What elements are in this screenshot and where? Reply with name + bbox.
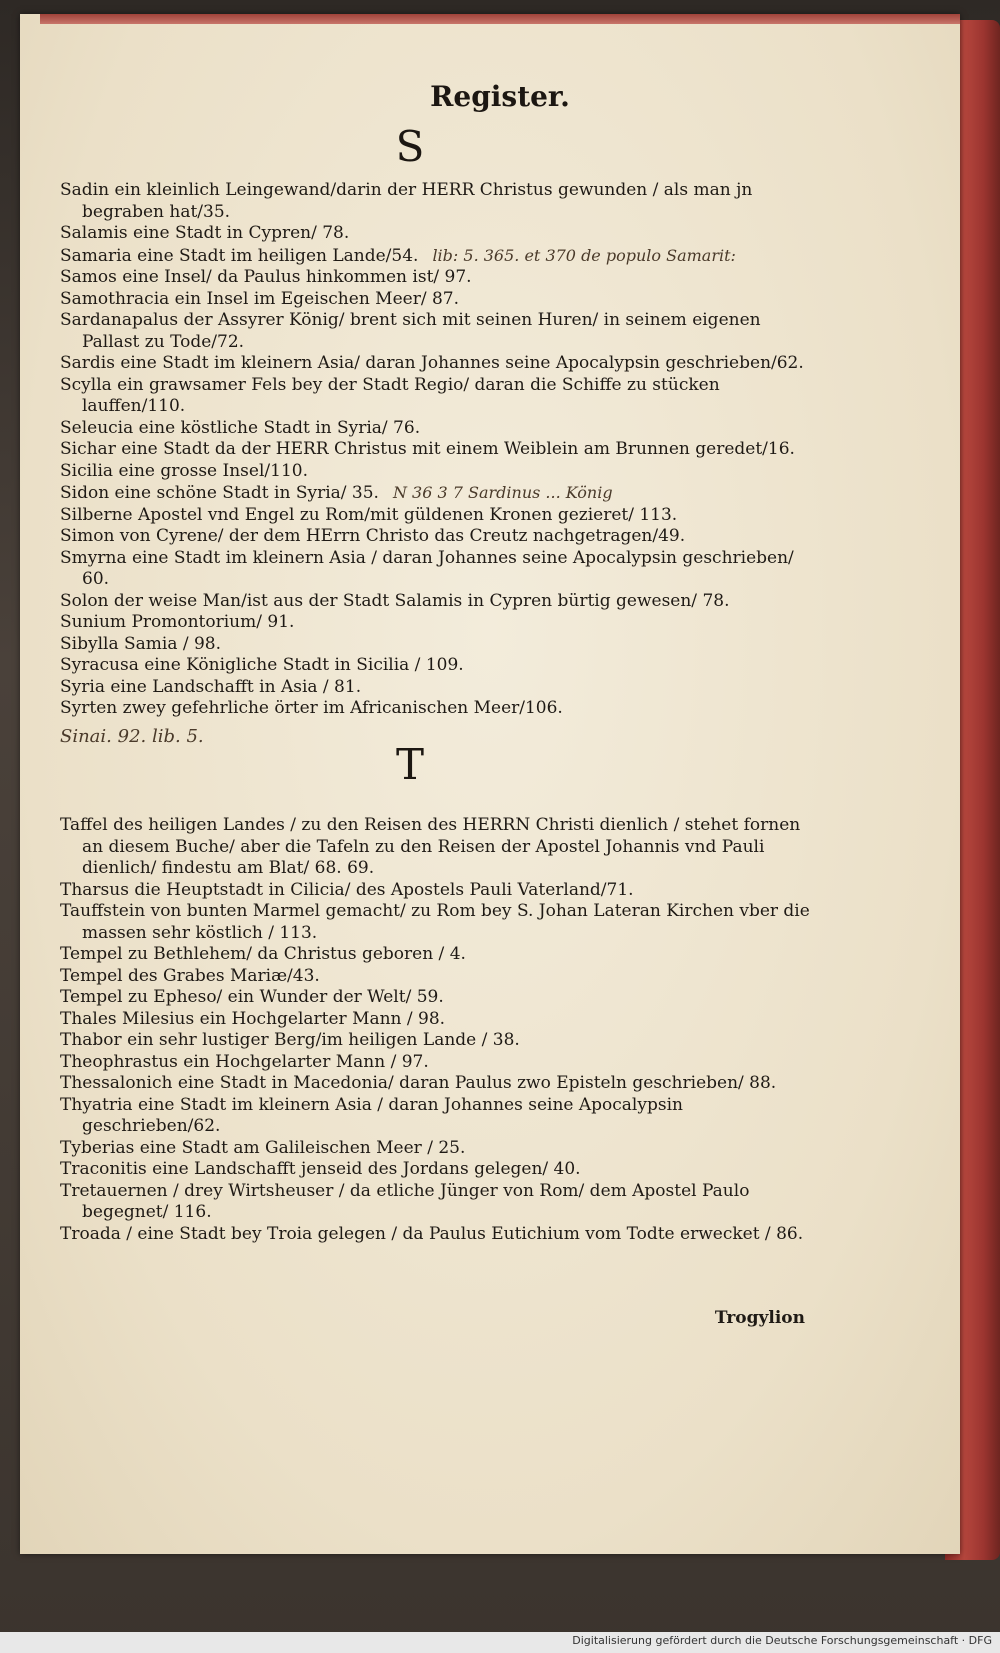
- entry-text: Sunium Promontorium/ 91.: [60, 612, 295, 632]
- entry-text: Samos eine Insel/ da Paulus hinkommen ist/ 97.: [60, 267, 472, 287]
- index-entry: [60, 1138, 820, 1160]
- index-entry: [60, 591, 820, 613]
- entry-text: Syracusa eine Königliche Stadt in Sicilia / 109.: [60, 655, 464, 675]
- index-entry: [60, 1224, 820, 1246]
- index-entry: [60, 375, 820, 418]
- index-entry: [60, 548, 820, 591]
- index-entry: [60, 180, 820, 223]
- entry-text: Tempel zu Epheso/ ein Wunder der Welt/ 59.: [60, 987, 444, 1007]
- entry-text: Tyberias eine Stadt am Galileischen Meer / 25.: [60, 1137, 466, 1158]
- entry-text: Tretauernen / drey Wirtsheuser / da etliche Jünger von Rom/ dem Apostel Paulo begegnet/ 116.: [60, 1180, 750, 1222]
- handwritten-note: N 36 3 7 Sardinus ... König: [392, 483, 613, 502]
- page-top-edge: [40, 14, 960, 24]
- entry-text: Tempel des Grabes Mariæ/43.: [60, 965, 320, 986]
- entry-text: Tempel zu Bethlehem/ da Christus geboren / 4.: [60, 944, 466, 964]
- entry-text: Simon von Cyrene/ der dem HErrn Christo das Creutz nachgetragen/49.: [60, 526, 686, 546]
- index-entry: [60, 634, 820, 656]
- entry-text: Thabor ein sehr lustiger Berg/im heiligen Lande / 38.: [60, 1030, 520, 1050]
- section-t-entries: [60, 815, 820, 1245]
- index-entry: [60, 482, 820, 505]
- entry-text: Syria eine Landschafft in Asia / 81.: [60, 676, 362, 697]
- index-entry: [60, 1095, 820, 1138]
- index-entry: [60, 1159, 820, 1181]
- running-head: Register.: [430, 80, 570, 113]
- entry-text: Sardanapalus der Assyrer König/ brent sich mit seinen Huren/ in seinem eigenen Pallast zu Tode/72.: [60, 310, 761, 352]
- entry-text: Sibylla Samia / 98.: [60, 633, 222, 654]
- index-entry: [60, 245, 820, 268]
- entry-text: Sardis eine Stadt im kleinern Asia/ daran Johannes seine Apocalypsin geschrieben/62.: [60, 353, 804, 373]
- index-entry: [60, 289, 820, 311]
- entry-text: Samaria eine Stadt im heiligen Lande/54.: [60, 245, 419, 266]
- index-entry: [60, 461, 820, 483]
- entry-text: Thales Milesius ein Hochgelarter Mann / 98.: [60, 1008, 446, 1029]
- entry-text: Thyatria eine Stadt im kleinern Asia / daran Johannes seine Apocalypsin geschrieben/62.: [60, 1094, 683, 1136]
- index-entry: [60, 353, 820, 375]
- index-entry: [60, 439, 820, 461]
- index-entry: [60, 526, 820, 548]
- index-entry: [60, 223, 820, 245]
- entry-text: Thessalonich eine Stadt in Macedonia/ daran Paulus zwo Episteln geschrieben/ 88.: [60, 1073, 777, 1093]
- index-entry: [60, 310, 820, 353]
- entry-text: Silberne Apostel vnd Engel zu Rom/mit güldenen Kronen gezieret/ 113.: [60, 504, 678, 525]
- entry-text: Troada / eine Stadt bey Troia gelegen / da Paulus Eutichium vom Todte erwecket / 86.: [60, 1223, 804, 1244]
- entry-text: Scylla ein grawsamer Fels bey der Stadt Regio/ daran die Schiffe zu stücken lauffen/110.: [60, 374, 720, 416]
- index-entry: [60, 698, 820, 720]
- index-entry: [60, 944, 820, 966]
- section-letter-s: S: [395, 122, 425, 171]
- index-entry: [60, 1052, 820, 1074]
- index-entry: [60, 880, 820, 902]
- entry-text: Tharsus die Heuptstadt in Cilicia/ des Apostels Pauli Vaterland/71.: [60, 879, 634, 900]
- entry-text: Seleucia eine köstliche Stadt in Syria/ 76.: [60, 417, 421, 438]
- index-entry: [60, 901, 820, 944]
- entry-text: Sidon eine schöne Stadt in Syria/ 35.: [60, 483, 379, 503]
- index-entry: [60, 418, 820, 440]
- entry-text: Syrten zwey gefehrliche örter im Africanischen Meer/106.: [60, 698, 563, 718]
- handwritten-entry: Sinai. 92. lib. 5.: [60, 725, 204, 747]
- entry-text: Taffel des heiligen Landes / zu den Reisen des HERRN Christi dienlich / stehet fornen an diesem Buche/ aber die Tafeln zu den Reisen der Apostel Johannis vnd Pauli dienlich/ findestu am Blat/ 68. 69.: [60, 815, 801, 878]
- handwritten-note: lib: 5. 365. et 370 de populo Samarit:: [432, 245, 736, 265]
- index-entry: [60, 267, 820, 289]
- index-entry: [60, 612, 820, 634]
- index-entry: [60, 1073, 820, 1095]
- index-entry: [60, 815, 820, 880]
- entry-text: Tauffstein von bunten Marmel gemacht/ zu Rom bey S. Johan Lateran Kirchen vber die massen sehr köstlich / 113.: [60, 901, 810, 943]
- entry-text: Sichar eine Stadt da der HERR Christus mit einem Weiblein am Brunnen geredet/16.: [60, 439, 795, 459]
- index-entry: [60, 1009, 820, 1031]
- index-entry: [60, 1030, 820, 1052]
- entry-text: Sadin ein kleinlich Leingewand/darin der HERR Christus gewunden / als man jn begraben hat/35.: [60, 180, 753, 222]
- section-s-entries: [60, 180, 820, 747]
- index-entry: [60, 966, 820, 988]
- index-entry: [60, 1181, 820, 1224]
- entry-text: Solon der weise Man/ist aus der Stadt Salamis in Cypren bürtig gewesen/ 78.: [60, 590, 730, 611]
- catchword: Trogylion: [714, 1308, 805, 1328]
- index-entry: [60, 505, 820, 527]
- entry-text: Traconitis eine Landschafft jenseid des Jordans gelegen/ 40.: [60, 1159, 581, 1179]
- section-letter-t: T: [395, 740, 424, 789]
- entry-text: Samothracia ein Insel im Egeischen Meer/ 87.: [60, 288, 459, 309]
- entry-text: Salamis eine Stadt in Cypren/ 78.: [60, 223, 350, 243]
- index-entry: [60, 677, 820, 699]
- entry-text: Smyrna eine Stadt im kleinern Asia / daran Johannes seine Apocalypsin geschrieben/ 60.: [60, 547, 794, 589]
- digitization-credit: Digitalisierung gefördert durch die Deutsche Forschungsgemeinschaft · DFG: [572, 1634, 992, 1647]
- index-entry: [60, 987, 820, 1009]
- entry-text: Sicilia eine grosse Insel/110.: [60, 460, 308, 481]
- entry-text: Theophrastus ein Hochgelarter Mann / 97.: [60, 1051, 429, 1072]
- index-entry: [60, 655, 820, 677]
